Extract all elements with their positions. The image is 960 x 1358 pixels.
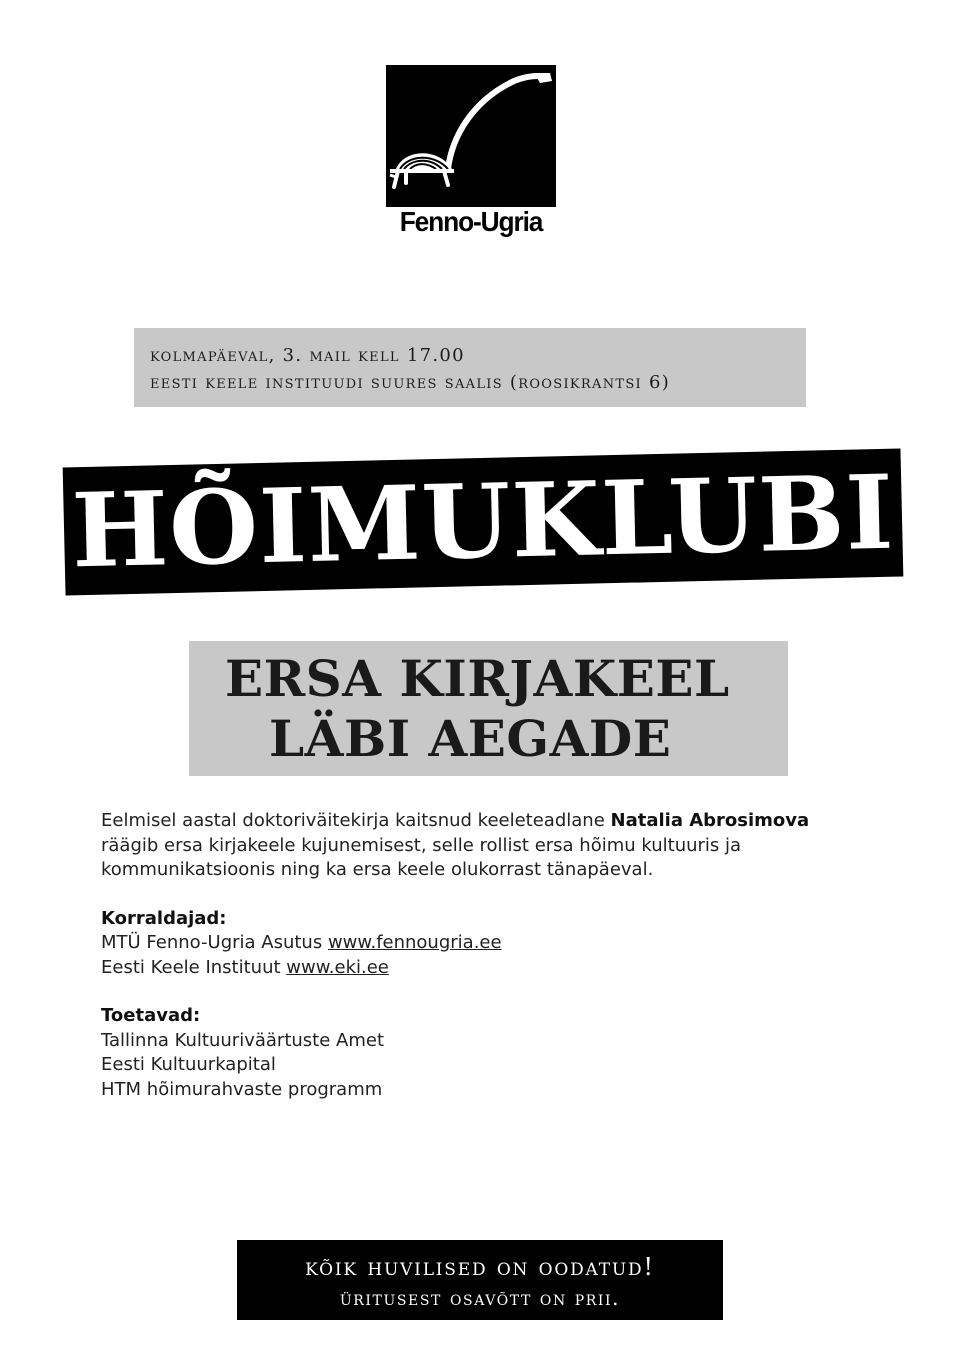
supporters-heading: Toetavad: [101, 1005, 201, 1026]
footer-box [237, 1240, 723, 1320]
organizer-name: Eesti Keele Instituut [101, 956, 287, 978]
event-location: eesti keele instituudi suures saalis (roosikrantsi 6) [150, 372, 671, 393]
subtitle-line-2: LÄBI AEGADE [269, 709, 672, 768]
speaker-name: Natalia Abrosimova [610, 810, 810, 831]
footer-invitation: kõik huvilised on oodatud! [305, 1253, 655, 1281]
supporter-item: Eesti Kultuurkapital [101, 1054, 276, 1075]
organizer-name: MTÜ Fenno-Ugria Asutus [101, 932, 328, 953]
organizer-item [101, 931, 861, 956]
organizer-item [101, 956, 861, 981]
supporter-item: Tallinna Kultuuriväärtuste Amet [101, 1029, 384, 1051]
subtitle-box [189, 641, 788, 776]
event-date-time: kolmapäeval, 3. mail kell 17.00 [150, 345, 465, 366]
rock-carving-swan-boat-icon [386, 65, 556, 207]
supporter-item: HTM hõimurahvaste programm [101, 1078, 383, 1100]
page-title: HÕIMUKLUBI [70, 452, 896, 592]
title-banner [63, 449, 904, 596]
description-text-start: Eelmisel aastal doktoriväitekirja kaitsnud keeleteadlane [101, 810, 611, 831]
footer-free-entry: üritusest osavõtt on prii. [339, 1286, 621, 1310]
logo-wordmark: Fenno-Ugria [399, 206, 543, 237]
subtitle-line-1: ERSA KIRJAKEEL [225, 649, 730, 708]
event-info-box [134, 328, 806, 407]
organizers-heading: Korraldajad: [101, 907, 227, 929]
fenno-ugria-logo [386, 65, 556, 237]
organizer-link[interactable]: www.eki.ee [286, 956, 389, 978]
description-paragraph [101, 809, 861, 883]
organizer-link[interactable]: www.fennougria.ee [327, 932, 502, 953]
description-text-end: räägib ersa kirjakeele kujunemisest, selle rollist ersa hõimu kultuuris ja kommunikatsioonis ning ka ersa keele olukorrast tänapäeval. [101, 834, 742, 880]
body-text [101, 809, 861, 1102]
